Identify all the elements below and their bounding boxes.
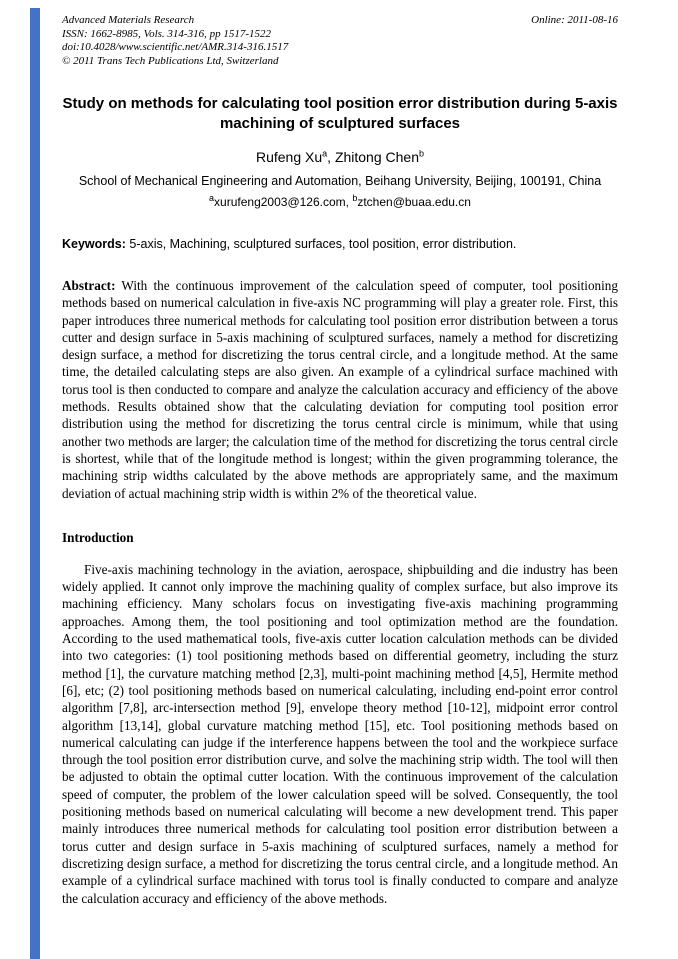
emails-separator: , bbox=[345, 195, 353, 209]
online-date: Online: 2011-08-16 bbox=[531, 14, 618, 26]
copyright-line: © 2011 Trans Tech Publications Ltd, Switzerland bbox=[62, 54, 279, 67]
journal-name: Advanced Materials Research bbox=[62, 14, 195, 26]
issn-volume-pages-line: ISSN: 1662-8985, Vols. 314-316, pp 1517-1522 bbox=[62, 27, 271, 40]
email-2-mark: b bbox=[352, 193, 358, 203]
doi-line: doi:10.4028/www.scientific.net/AMR.314-316.1517 bbox=[62, 41, 289, 53]
keywords-label: Keywords: bbox=[62, 237, 126, 251]
author-1-name: Rufeng Xu bbox=[255, 149, 323, 165]
keywords-line bbox=[62, 237, 618, 251]
journal-header bbox=[62, 14, 618, 68]
abstract-label: Abstract: bbox=[62, 278, 116, 293]
email-1-mark: a bbox=[209, 193, 215, 203]
author-1-affiliation-mark: a bbox=[322, 148, 328, 159]
paper-page bbox=[62, 14, 618, 907]
introduction-paragraph: Five-axis machining technology in the aviation, aerospace, shipbuilding and die industry has been widely applied. It cannot only improve the machining quality of complex surface, but also improve its machining efficiency. Many scholars focus on investigating five-axis machining programming approaches. Among them, the tool positioning and tool optimization method are the foundation. According to the used mathematical tools, five-axis cutter location calculation methods can be divided into two categories: (1) tool positioning methods based on differential geometry, including the sturz method [1], the curvature matching method [2,3], multi-point machining method [4,5], Hermite method [6], etc; (2) tool positioning methods based on numerical calculating, including end-point error control algorithm [7,8], arc-intersection method [9], envelope theory method [10-12], midpoint error control algorithm [13,14], global curvature matching method [15], etc. Tool positioning methods based on numerical calculating can judge if the interference happens between the tool and the workpiece surface through the tool position error distribution curve, and solve the machining strip width. The tool will then be adjusted to obtain the optimal cutter location. With the continuous improvement of the calculation speed of computer, the problem of the lower calculation speed will be solved. Consequently, the tool positioning methods based on numerical calculating will become a new development trend. This paper mainly introduces three numerical methods for calculating tool position error distribution between a torus cutter and design surface in 5-axis machining of sculptured surfaces, namely a method for discretizing design surface, a method for discretizing the torus central circle, and a longitude method. An example of a cylindrical surface machined with torus tool is finally conducted to compare and analyze the calculation accuracy and efficiency of the above methods. bbox=[62, 561, 618, 906]
emails-line bbox=[62, 195, 618, 209]
left-edge-accent-bar bbox=[30, 8, 40, 959]
abstract-text: With the continuous improvement of the calculation speed of computer, tool positioning methods based on numerical calculation in five-axis NC programming will play a greater role. First, this paper introduces three numerical methods for calculating tool position error distribution between a torus cutter and design surface in 5-axis machining of sculptured surfaces, namely a method for discretizing design surface, a method for discretizing the torus central circle, and a longitude method. At the same time, the detailed calculating steps are also given. An example of a cylindrical surface machined with torus tool is then conducted to compare and analyze the calculation accuracy and efficiency of the above methods. Results obtained show that the calculating deviation for computing tool position error distribution using the method for discretizing the torus central circle is minimum, while that using another two methods are larger; the calculation time of the method for discretizing the torus central circle is shortest, while that of the longitude method is longest; within the given programming tolerance, the machining strip widths calculated by the above methods are appropriately same, and the maximum deviation of actual machining strip width is within 2% of the theoretical value. bbox=[62, 278, 618, 501]
keywords-text: 5-axis, Machining, sculptured surfaces, tool position, error distribution. bbox=[125, 237, 517, 251]
abstract-paragraph bbox=[62, 277, 618, 502]
authors-separator: , bbox=[327, 149, 335, 165]
author-2-name: Zhitong Chen bbox=[334, 149, 419, 165]
email-2: ztchen@buaa.edu.cn bbox=[357, 195, 471, 209]
paper-title: Study on methods for calculating tool position error distribution during 5-axis machining of sculptured surfaces bbox=[62, 95, 618, 132]
authors-line bbox=[62, 149, 618, 165]
author-2-affiliation-mark: b bbox=[419, 148, 425, 159]
affiliation-line: School of Mechanical Engineering and Automation, Beihang University, Beijing, 100191, China bbox=[78, 174, 602, 188]
introduction-heading: Introduction bbox=[62, 529, 134, 545]
journal-header-left bbox=[62, 14, 288, 68]
email-1: xurufeng2003@126.com bbox=[214, 195, 346, 209]
